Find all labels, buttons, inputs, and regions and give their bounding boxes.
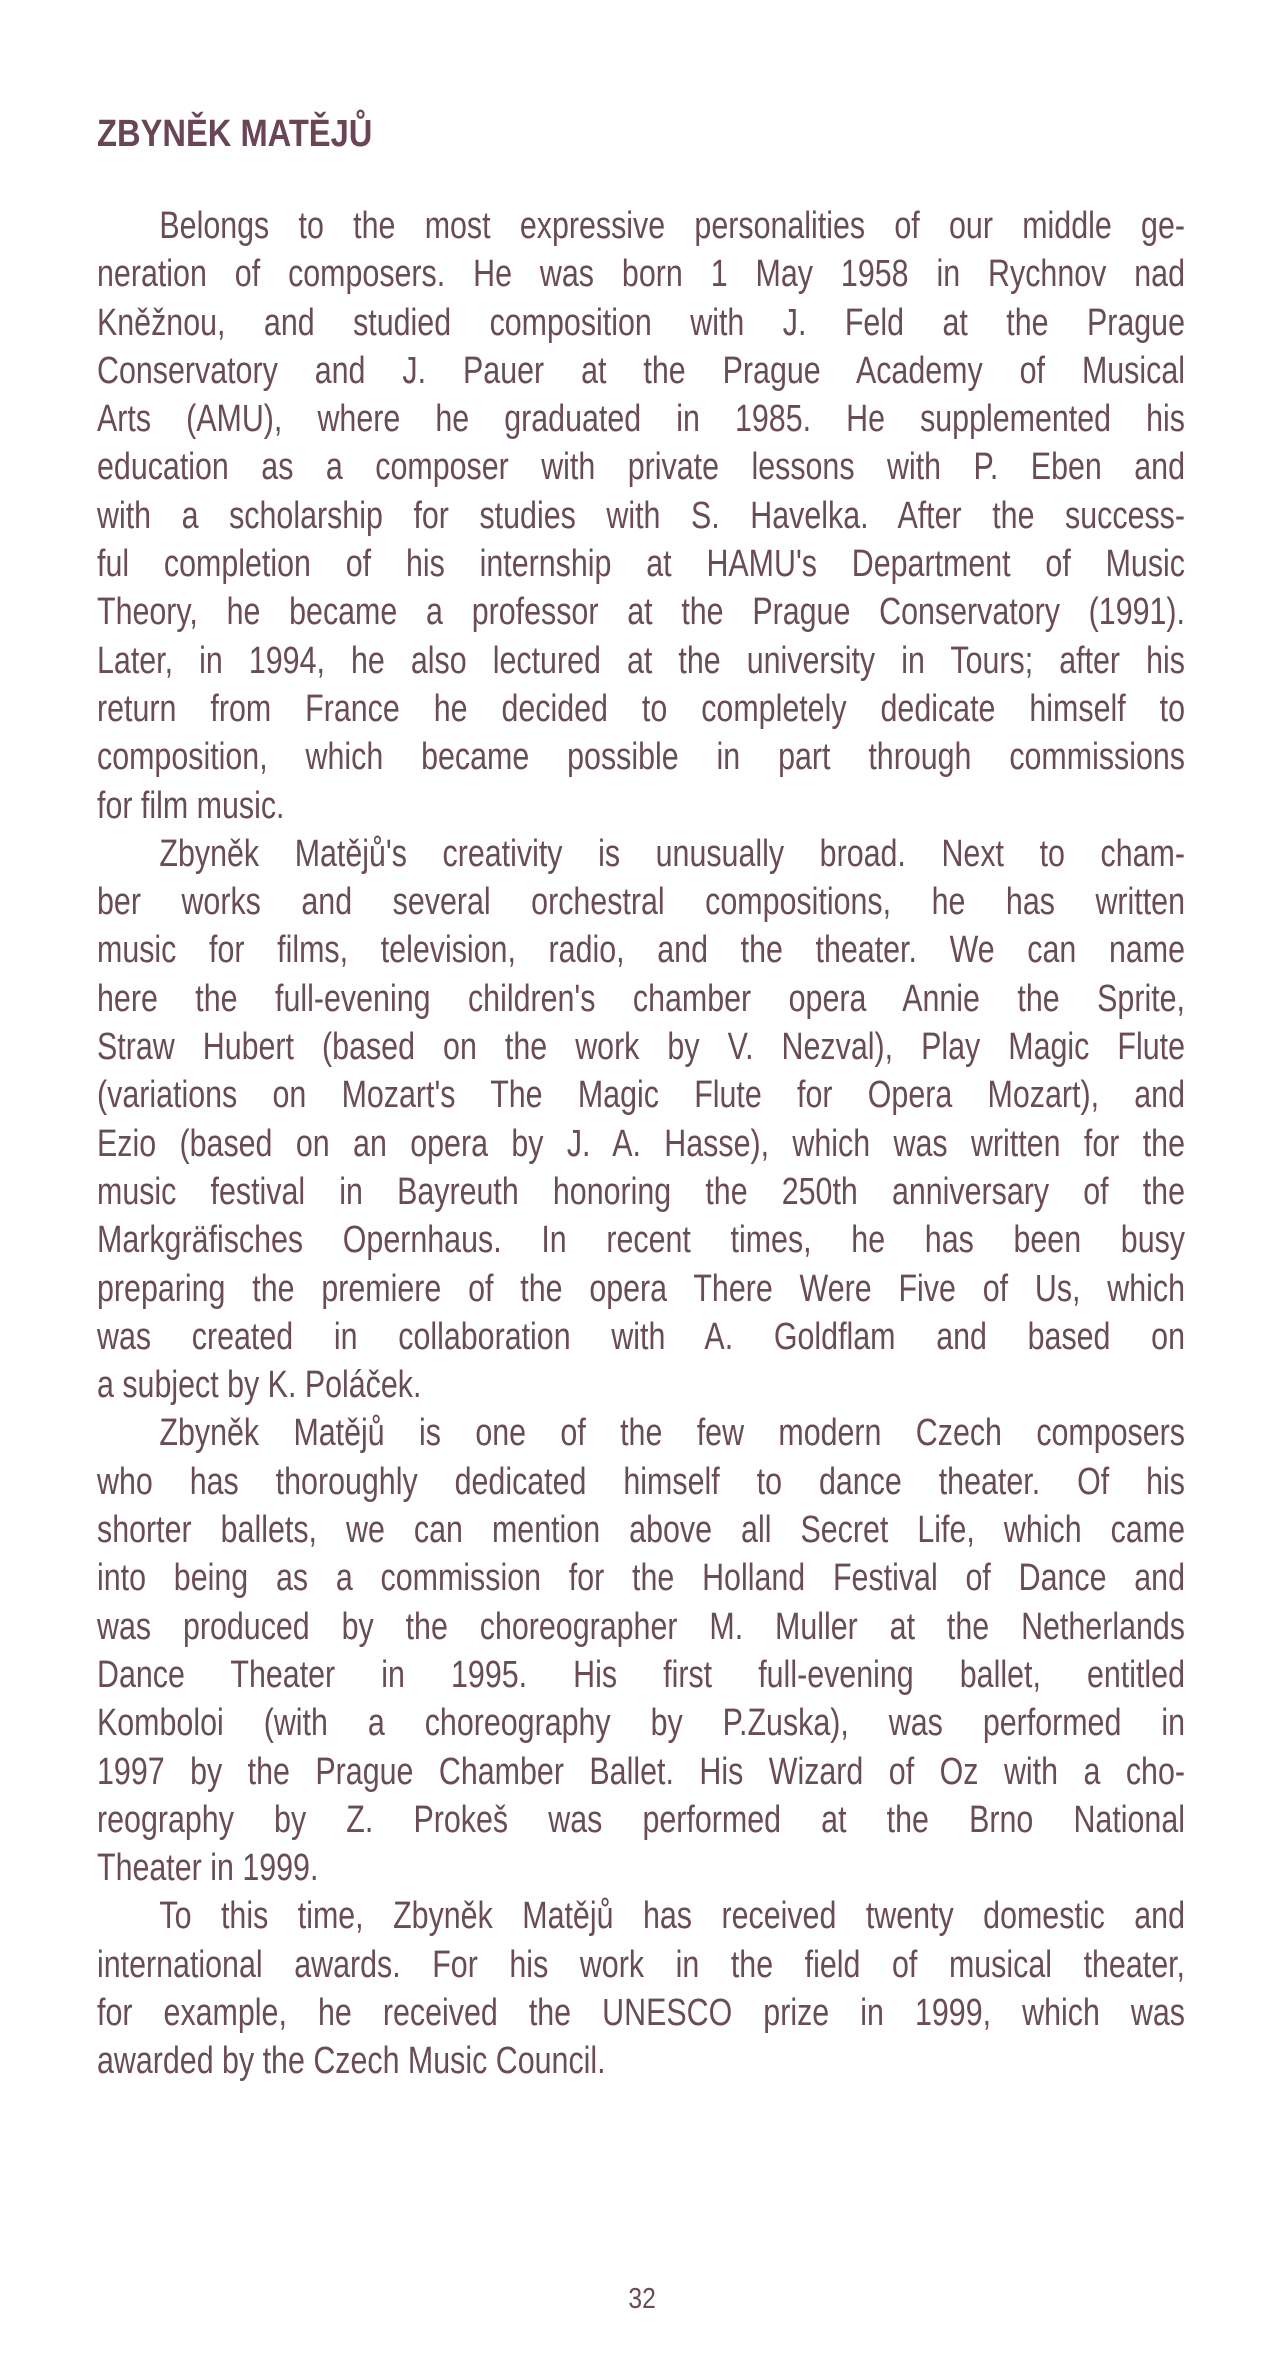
- paragraph-line: for example, he received the UNESCO prize in 1999, which was: [97, 1991, 1185, 2034]
- page-heading: ZBYNĚK MATĚJŮ: [97, 113, 373, 155]
- paragraph-line: music festival in Bayreuth honoring the 250th anniversary of the: [97, 1170, 1185, 1213]
- page-number-text: 32: [628, 2283, 656, 2315]
- paragraph-line: Theory, he became a professor at the Prague Conservatory (1991).: [97, 591, 1185, 634]
- paragraph-line: 1997 by the Prague Chamber Ballet. His Wizard of Oz with a cho-: [97, 1750, 1185, 1793]
- paragraph-line: was produced by the choreographer M. Muller at the Netherlands: [97, 1605, 1185, 1648]
- paragraph-line: ful completion of his internship at HAMU's Department of Music: [97, 543, 1185, 586]
- paragraph-line: awarded by the Czech Music Council.: [97, 2040, 606, 2083]
- paragraph-line: Belongs to the most expressive personalities of our middle ge-: [159, 205, 1185, 247]
- paragraph-line: ber works and several orchestral compositions, he has written: [97, 881, 1185, 924]
- paragraph-line: To this time, Zbyněk Matějů has received twenty domestic and: [159, 1895, 1185, 1938]
- paragraph-line: reography by Z. Prokeš was performed at the Brno National: [97, 1798, 1185, 1841]
- paragraph-line: education as a composer with private lessons with P. Eben and: [97, 446, 1185, 489]
- paragraph: [97, 1409, 1185, 1892]
- paragraph-line: preparing the premiere of the opera There Were Five of Us, which: [97, 1267, 1185, 1310]
- article-body: [97, 202, 1185, 2086]
- paragraph-line: was created in collaboration with A. Goldflam and based on: [97, 1315, 1185, 1358]
- paragraph-line: Conservatory and J. Pauer at the Prague Academy of Musical: [97, 349, 1185, 392]
- paragraph-line: Ezio (based on an opera by J. A. Hasse), which was written for the: [97, 1122, 1185, 1165]
- paragraph-line: composition, which became possible in part through commissions: [97, 736, 1185, 779]
- paragraph-line: Dance Theater in 1995. His first full-evening ballet, entitled: [97, 1653, 1185, 1696]
- paragraph-line: Arts (AMU), where he graduated in 1985. He supplemented his: [97, 398, 1185, 441]
- paragraph: [97, 202, 1185, 830]
- paragraph-line: who has thoroughly dedicated himself to dance theater. Of his: [97, 1460, 1185, 1503]
- paragraph-line: Zbyněk Matějů's creativity is unusually broad. Next to cham-: [159, 832, 1185, 875]
- article-body-inner: [97, 202, 1185, 2086]
- paragraph-line: Komboloi (with a choreography by P.Zuska), was performed in: [97, 1702, 1185, 1745]
- paragraph-line: international awards. For his work in the field of musical theater,: [97, 1943, 1185, 1986]
- paragraph-line: Straw Hubert (based on the work by V. Nezval), Play Magic Flute: [97, 1026, 1185, 1069]
- paragraph-line: (variations on Mozart's The Magic Flute for Opera Mozart), and: [97, 1074, 1185, 1117]
- paragraph-line: with a scholarship for studies with S. Havelka. After the success-: [97, 494, 1185, 537]
- paragraph-line: Zbyněk Matějů is one of the few modern Czech composers: [159, 1412, 1185, 1455]
- paragraph-line: Theater in 1999.: [97, 1847, 319, 1890]
- paragraph-line: here the full-evening children's chamber opera Annie the Sprite,: [97, 977, 1185, 1020]
- paragraph: [97, 830, 1185, 1410]
- paragraph: [97, 1892, 1185, 2085]
- paragraph-line: return from France he decided to completely dedicate himself to: [97, 687, 1185, 730]
- paragraph-line: shorter ballets, we can mention above all Secret Life, which came: [97, 1509, 1185, 1552]
- paragraph-line: Markgräfisches Opernhaus. In recent times, he has been busy: [97, 1219, 1185, 1262]
- page-number: [0, 2282, 1284, 2316]
- paragraph-line: for film music.: [97, 784, 285, 827]
- paragraph-line: Later, in 1994, he also lectured at the university in Tours; after his: [97, 639, 1185, 682]
- paragraph-line: neration of composers. He was born 1 May 1958 in Rychnov nad: [97, 253, 1185, 296]
- paragraph-line: into being as a commission for the Holland Festival of Dance and: [97, 1557, 1185, 1600]
- paragraph-line: music for films, television, radio, and the theater. We can name: [97, 929, 1185, 972]
- paragraph-line: Kněžnou, and studied composition with J. Feld at the Prague: [97, 301, 1185, 344]
- paragraph-line: a subject by K. Poláček.: [97, 1364, 422, 1407]
